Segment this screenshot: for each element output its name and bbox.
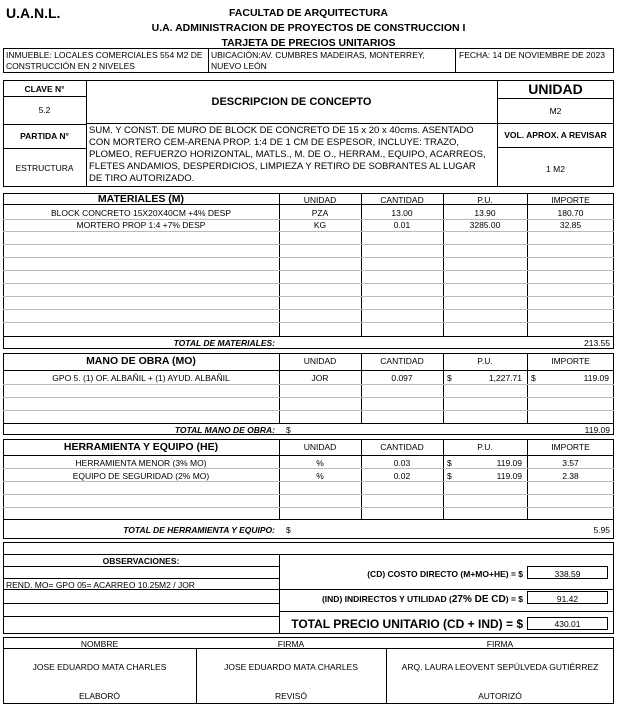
mo-row-pu: 1,227.71	[488, 373, 522, 383]
obs-text: REND. MO= GPO 05= ACARREO 10.25M2 / JOR	[6, 580, 195, 590]
he-row-pu-currency: $	[447, 471, 452, 481]
cd-label: (CD) COSTO DIRECTO (M+MO+HE) = $	[367, 569, 523, 579]
descripcion-label: DESCRIPCION DE CONCEPTO	[211, 96, 372, 108]
he-row-unidad: %	[316, 471, 324, 481]
role-autorizo: AUTORIZÓ	[478, 691, 522, 701]
total-value: 430.01	[554, 619, 581, 629]
ubicacion-line1: UBICACIÓN:AV. CUMBRES MADEIRAS, MONTERREY,	[211, 50, 425, 60]
mat-col-pu: P.U.	[477, 195, 493, 205]
signer-1: JOSE EDUARDO MATA CHARLES	[32, 662, 167, 672]
mat-row-cantidad: 0.01	[393, 220, 411, 230]
desc-line2: CON MORTERO CEM-ARENA PROP. 1:4 DE 1 CM DE ESPESOR, INCLUYE: TRAZO,	[89, 137, 460, 148]
mo-row-importe-currency: $	[531, 373, 536, 383]
mat-total-label: TOTAL DE MATERIALES:	[173, 338, 275, 348]
herramienta-title: HERRAMIENTA Y EQUIPO (HE)	[63, 441, 219, 453]
clave-label: CLAVE N°	[24, 84, 65, 94]
desc-line5: DE TIRO AUTORIZADO.	[89, 173, 195, 184]
faculty-title: FACULTAD DE ARQUITECTURA	[228, 7, 389, 19]
he-row-desc: EQUIPO DE SEGURIDAD (2% MO)	[72, 471, 210, 481]
mo-row-cantidad: 0.097	[391, 373, 413, 383]
card-title: TARJETA DE PRECIOS UNITARIOS	[221, 37, 396, 49]
ind-label: (IND) INDIRECTOS Y UTILIDAD (27% DE CD) = $	[321, 594, 523, 605]
mo-col-pu: P.U.	[477, 356, 493, 366]
he-row-pu-currency: $	[447, 458, 452, 468]
mat-row-importe: 32.85	[559, 220, 582, 230]
mo-col-unidad: UNIDAD	[303, 356, 337, 366]
mat-row-desc: BLOCK CONCRETO 15X20X40CM +4% DESP	[50, 208, 232, 218]
signer-2: JOSE EDUARDO MATA CHARLES	[224, 662, 358, 672]
vol-label: VOL. APROX. A REVISAR	[504, 130, 607, 140]
mo-total-label: TOTAL MANO DE OBRA:	[174, 425, 275, 435]
herramienta-section	[3, 439, 614, 539]
fecha: FECHA: 14 DE NOVIEMBRE DE 2023	[459, 50, 605, 60]
mat-col-cantidad: CANTIDAD	[380, 195, 424, 205]
desc-line3: PLOMEO, REFUERZO HORIZONTAL, MATLS., M. DE O., HERRAM., EQUIPO, ACARREOS,	[89, 149, 486, 160]
mat-col-importe: IMPORTE	[551, 195, 590, 205]
he-row-cantidad: 0.03	[393, 458, 411, 468]
unidad-value: M2	[549, 106, 562, 116]
he-row-cantidad: 0.02	[393, 471, 411, 481]
desc-line4: FLETES ANDAMIOS, DESPERDICIOS, LIMPIEZA Y RETIRO DE SOBRANTES AL LUGAR	[89, 161, 476, 172]
total-label: TOTAL PRECIO UNITARIO (CD + IND) = $	[291, 617, 523, 631]
desc-line1: SUM. Y CONST. DE MURO DE BLOCK DE CONCRETO DE 15 x 20 x 40cms. ASENTADO	[89, 125, 474, 136]
role-reviso: REVISÓ	[274, 691, 308, 701]
role-elaboro: ELABORÓ	[78, 691, 121, 701]
unidad-label: UNIDAD	[528, 81, 583, 97]
ubicacion-line2: NUEVO LEÓN	[211, 61, 267, 71]
he-row-unidad: %	[316, 458, 324, 468]
mo-col-cantidad: CANTIDAD	[380, 356, 424, 366]
firma-label: FIRMA	[486, 639, 514, 649]
he-row-desc: HERRAMIENTA MENOR (3% MO)	[75, 458, 207, 468]
mo-total-currency: $	[286, 425, 291, 435]
he-col-unidad: UNIDAD	[303, 442, 337, 452]
he-row-importe: 3.57	[562, 458, 579, 468]
mo-row-unidad: JOR	[311, 373, 329, 383]
he-row-importe: 2.38	[562, 471, 579, 481]
mat-row-unidad: PZA	[311, 208, 329, 218]
he-col-cantidad: CANTIDAD	[380, 442, 424, 452]
mat-row-desc: MORTERO PROP 1:4 +7% DESP	[76, 220, 206, 230]
mo-row-pu-currency: $	[447, 373, 452, 383]
unit-title: U.A. ADMINISTRACION DE PROYECTOS DE CONSTRUCCION I	[151, 22, 466, 34]
materiales-title: MATERIALES (M)	[97, 193, 185, 205]
mat-row-pu: 3285.00	[469, 220, 501, 230]
mat-row-importe: 180.70	[557, 208, 584, 218]
inmueble-line1: INMUEBLE: LOCALES COMERCIALES 554 M2 DE	[6, 50, 203, 60]
he-total-label: TOTAL DE HERRAMIENTA Y EQUIPO:	[123, 525, 275, 535]
obs-label: OBSERVACIONES:	[102, 556, 180, 566]
mat-total-value: 213.55	[584, 338, 610, 348]
nombre-label: NOMBRE	[80, 639, 119, 649]
signer-3: ARQ. LAURA LEOVENT SEPÚLVEDA GUTIÉRREZ	[401, 662, 599, 672]
clave-value: 5.2	[38, 105, 51, 115]
school-name: U.A.N.L.	[6, 5, 61, 21]
mano-obra-title: MANO DE OBRA (MO)	[86, 355, 196, 367]
he-row-pu: 119.09	[496, 471, 522, 481]
cd-value: 338.59	[554, 569, 581, 579]
he-col-importe: IMPORTE	[551, 442, 590, 452]
mo-total-value: 119.09	[584, 425, 610, 435]
ind-value: 91.42	[556, 594, 579, 604]
mo-row-importe: 119.09	[583, 373, 609, 383]
partida-value: ESTRUCTURA	[15, 163, 74, 173]
mat-col-unidad: UNIDAD	[303, 195, 337, 205]
he-total-currency: $	[286, 525, 291, 535]
he-col-pu: P.U.	[477, 442, 493, 452]
inmueble-line2: CONSTRUCCIÓN EN 2 NIVELES	[6, 61, 135, 71]
mat-row-unidad: KG	[313, 220, 327, 230]
mo-row-desc: GPO 5. (1) OF. ALBAÑIL + (1) AYUD. ALBAÑIL	[52, 373, 230, 383]
he-total-value: 5.95	[593, 525, 610, 535]
partida-label: PARTIDA N°	[20, 131, 69, 141]
vol-value: 1 M2	[546, 164, 565, 174]
firma-label: FIRMA	[277, 639, 305, 649]
mat-row-pu: 13.90	[474, 208, 496, 218]
he-row-pu: 119.09	[496, 458, 522, 468]
mo-col-importe: IMPORTE	[551, 356, 590, 366]
mat-row-cantidad: 13.00	[391, 208, 413, 218]
